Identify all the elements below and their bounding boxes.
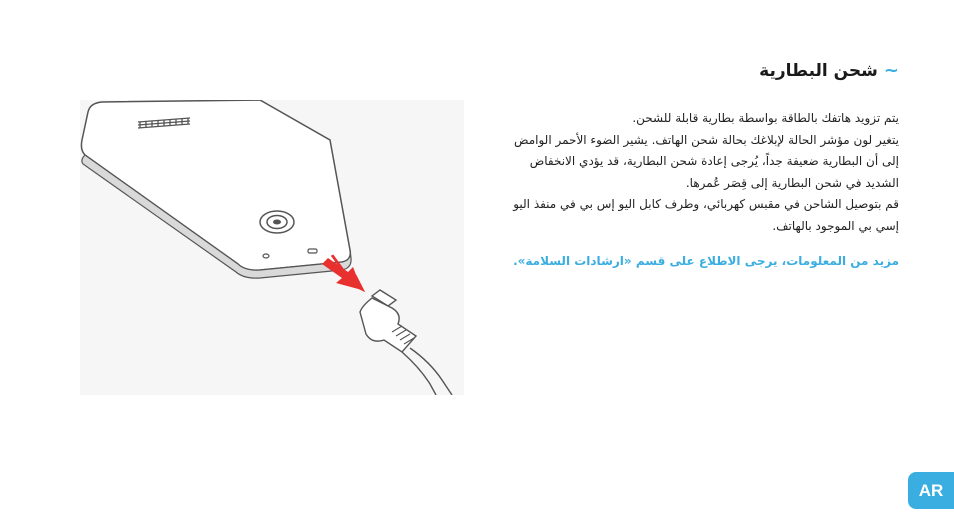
section-heading <box>759 60 899 81</box>
camera-icon <box>260 211 294 233</box>
usb-cable-plug <box>360 290 416 352</box>
body-text <box>509 108 899 237</box>
usb-cable-inner <box>402 352 436 395</box>
phone-charging-illustration <box>80 100 464 395</box>
heading-tilde: ~ <box>883 60 899 81</box>
usb-cable <box>410 348 452 395</box>
paragraph-battery-intro: يتم تزويد هاتفك بالطاقة بواسطة بطارية قابلة للشحن. <box>632 111 899 125</box>
more-info-note: مزيد من المعلومات، يرجى الاطلاع على قسم «ارشادات السلامة». <box>513 254 899 268</box>
language-badge: AR <box>908 472 954 509</box>
paragraph-connect-charger: قم بتوصيل الشاحن في مقبس كهربائي، وطرف كابل اليو إس بي في منفذ اليو إسي بي الموجود بالهاتف. <box>513 197 899 233</box>
phone-charging-drawing <box>80 100 464 395</box>
section-title: شحن البطارية <box>759 60 878 81</box>
paragraph-status-indicator: يتغير لون مؤشر الحالة لإبلاغك بحالة شحن الهاتف. يشير الضوء الأحمر الوامض إلى أن البطارية ضعيفة جداً، يُرجى إعادة شحن البطارية، قد يؤدي الانخفاض الشديد في شحن البطارية إلى قِصَر عُمرها. <box>514 132 899 190</box>
